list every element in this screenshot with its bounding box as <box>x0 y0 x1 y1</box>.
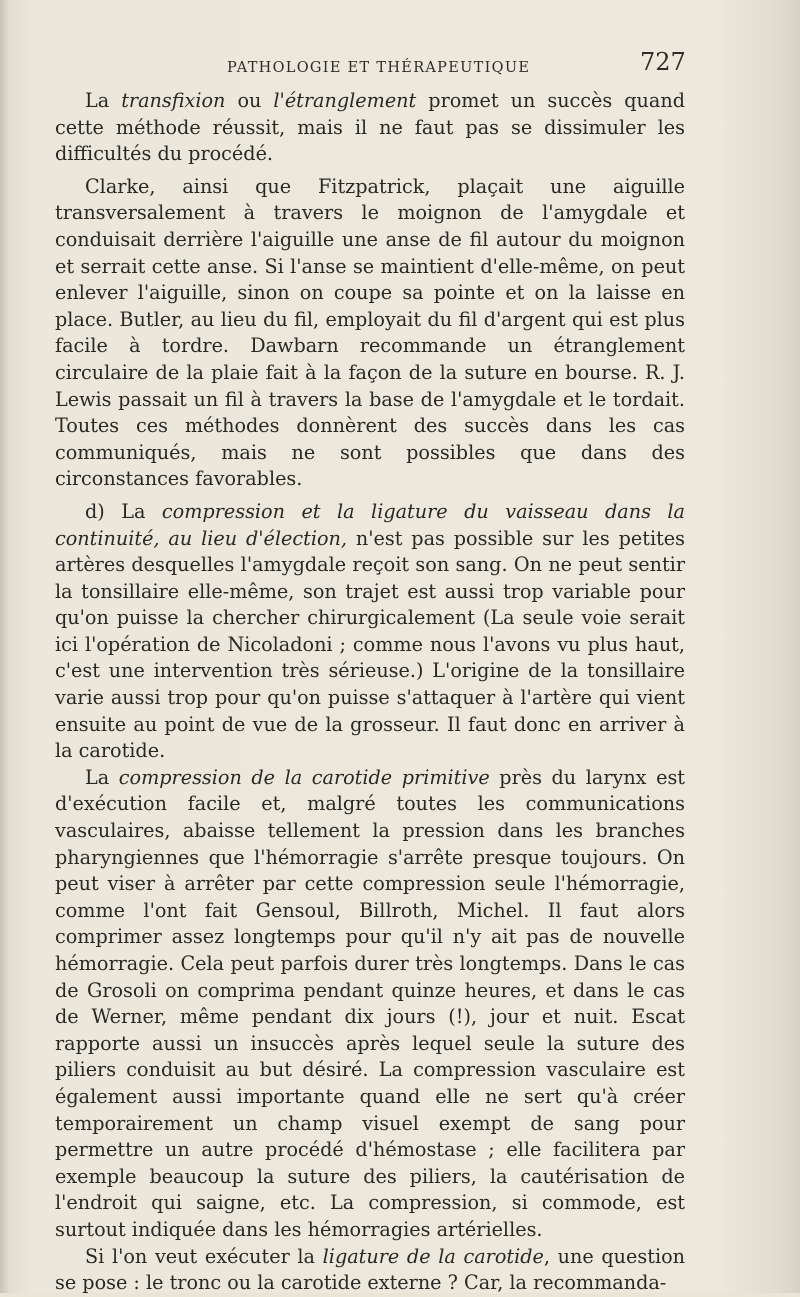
paragraph-compression-ligature <box>55 499 685 765</box>
text-run: Si l'on veut exécuter la <box>85 1244 323 1268</box>
running-head: PATHOLOGIE ET THÉRAPEUTIQUE <box>227 60 531 76</box>
italic-term: compression et la ligature du vaisseau dans la continuité, au lieu d'élection, <box>55 499 685 550</box>
paragraph-carotid-compression <box>55 765 685 1244</box>
page-binding-edge <box>0 0 10 1293</box>
page-number: 727 <box>640 48 686 76</box>
italic-term: transfixion <box>121 89 226 112</box>
text-run: promet un succès quand cette méthode réussit, mais il ne faut pas se dissimuler les difficultés du procédé. <box>55 89 685 166</box>
paragraph-carotid-ligature <box>55 1244 685 1297</box>
italic-term: ligature de la carotide <box>322 1244 544 1268</box>
body-text <box>55 88 685 1297</box>
text-run: La <box>85 89 122 112</box>
text-run: , une question se pose : le tronc ou la carotide externe ? Car, la recommanda- <box>55 1244 686 1295</box>
text-run: ou <box>225 89 274 112</box>
italic-term: compression de la carotide primitive <box>118 765 490 789</box>
page-header <box>0 46 800 82</box>
paragraph-transfixion <box>55 88 685 168</box>
text-run: n'est pas possible sur les petites artères desquelles l'amygdale reçoit son sang. On ne peut sentir la tonsillaire elle-même, son trajet est aussi trop variable pour qu'on puisse la chercher chirurgicalement (La seule voie serait ici l'opération de Nicoladoni ; comme nous l'avons vu plus haut, c'est une intervention très sérieuse.) L'origine de la tonsillaire varie aussi trop pour qu'on puisse s'attaquer à l'artère qui vient ensuite au point de vue de la grosseur. Il faut donc en arriver à la carotide. <box>55 526 685 763</box>
italic-term: l'étranglement <box>273 89 417 112</box>
text-run: d) La <box>85 499 162 523</box>
text-run: près du larynx est d'exécution facile et, malgré toutes les communications vasculaires, abaisse tellement la pression dans les branches pharyngiennes que l'hémorragie s'arrête presque toujours. On peut viser à arrêter par cette compression seule l'hémorragie, comme l'ont fait Gensoul, Billroth, Michel. Il faut alors comprimer assez longtemps pour qu'il n'y ait pas de nouvelle hémorragie. Cela peut parfois durer très longtemps. Dans le cas de Grosoli on comprima pendant quinze heures, et dans le cas de Werner, même pendant dix jours (!), jour et nuit. Escat rapporte aussi un insuccès après lequel seule la suture des piliers conduisit au but désiré. La compression vasculaire est également aussi importante quand elle ne sert qu'à créer temporairement un champ visuel exempt de sang pour permettre un autre procédé d'hémostase ; elle facilitera par exemple beaucoup la suture des piliers, la cautérisation de l'endroit qui saigne, etc. La compression, si commode, est surtout indiquée dans les hémorragies artérielles. <box>55 765 685 1241</box>
paragraph-clarke-methods: Clarke, ainsi que Fitzpatrick, plaçait une aiguille transversalement à travers le moignon de l'amygdale et conduisait derrière l'aiguille une anse de fil autour du moignon et serrait cette anse. Si l'anse se maintient d'elle-même, on peut enlever l'aiguille, sinon on coupe sa pointe et on la laisse en place. Butler, au lieu du fil, employait du fil d'argent qui est plus facile à tordre. Dawbarn recommande un étranglement circulaire de la plaie fait à la façon de la suture en bourse. R. J. Lewis passait un fil à travers la base de l'amygdale et le tordait. Toutes ces méthodes donnèrent des succès dans les cas communiqués, mais ne sont possibles que dans des circonstances favorables. <box>55 174 685 491</box>
text-run: La <box>85 765 119 789</box>
